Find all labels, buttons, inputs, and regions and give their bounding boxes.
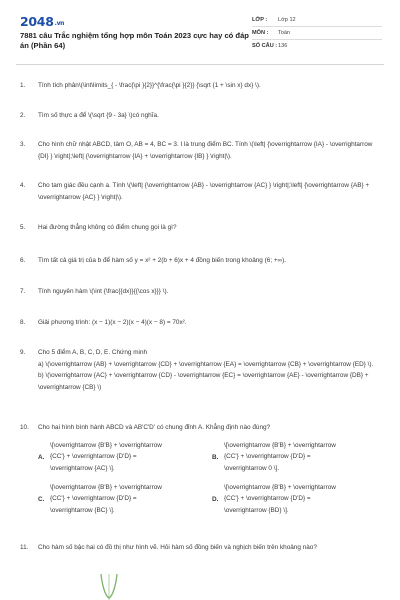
question-item (20, 222, 384, 234)
question-number: 4. (20, 182, 26, 189)
question-part: a) \(\overrightarrow {AB} + \overrightarrow {CD} + \overrightarrow {EA} = \overrightarrow {CB} + \overrightarrow {ED} \). (38, 360, 374, 368)
question-text: Cho 5 điểm A, B, C, D, E. Chứng minh (38, 349, 148, 356)
choice-line: \overrightarrow {BD} \]. (224, 506, 289, 514)
question-item (20, 347, 384, 393)
question-number: 7. (20, 288, 26, 295)
question-item (20, 139, 384, 162)
question-text: Tính nguyên hàm \(\int {\frac{{dx}}{{\cos x}}} \). (38, 288, 169, 295)
choice-line: {CC'} + \overrightarrow {D'D} = (224, 495, 311, 502)
document-title: 7881 câu Trắc nghiệm tổng hợp môn Toán 2023 cực hay có đáp án (Phần 64) (20, 31, 249, 50)
question-text: Cho hàm số bậc hai có đồ thị như hình vẽ. Hỏi hàm số đồng biến và nghịch biến trên khoảng nào? (38, 544, 317, 551)
question-part: b) \(\overrightarrow {AC} + \overrightarrow {CD} - \overrightarrow {EC} = \overrightarrow {AE} - \overrightarrow {DB} + \overrightarrow {CB} \) (38, 372, 369, 391)
meta-value: Toán (278, 30, 291, 36)
question-item (20, 110, 384, 122)
question-text: Hai đường thẳng không có điểm chung gọi là gì? (38, 224, 177, 231)
question-number: 5. (20, 224, 26, 231)
question-text: Cho hình chữ nhật ABCD, tâm O, AB = 4, BC = 3. I là trung điểm BC. Tính \(\left| {\overrightarrow {IA} - \overrightarrow {DI} } \right|;\left| {\overrightarrow {IA} + \overrightarrow {IB} } \right|\). (38, 141, 373, 160)
question-text: Tính tích phân\(\int\limits_{ - \frac{\pi }{2}}^{\frac{\pi }{2}} {\sqrt {1 + \sin x} dx} \). (38, 82, 261, 89)
meta-row-class (252, 14, 382, 27)
page-header (0, 0, 400, 62)
meta-value: Lớp 12 (278, 17, 296, 23)
choice-letter: B. (212, 453, 219, 461)
question-item (20, 286, 384, 298)
question-text: Tìm tất cả giá trị của b để hàm số y = x² + 2(b + 6)x + 4 đồng biến trong khoảng (6; +∞). (38, 257, 287, 264)
meta-table (252, 14, 382, 52)
meta-value: 136 (278, 43, 288, 49)
choice-line: \[\overrightarrow {B'B} + \overrightarrow (50, 441, 162, 449)
choice-line: \[\overrightarrow {B'B} + \overrightarrow (224, 483, 336, 491)
question-number: 1. (20, 82, 26, 89)
question-number: 2. (20, 112, 26, 119)
logo-text: 2048 (20, 14, 54, 29)
question-item (20, 255, 384, 267)
choice-letter: A. (38, 453, 45, 461)
choice-a[interactable] (38, 440, 208, 475)
meta-label: LỚP : (252, 17, 268, 23)
site-logo[interactable] (20, 14, 64, 29)
question-text: Cho hai hình bình hành ABCD và AB'C'D' có chung đỉnh A. Khẳng định nào đúng? (38, 424, 271, 431)
question-item (20, 542, 384, 554)
header-divider (16, 64, 384, 65)
question-number: 11. (20, 544, 29, 551)
meta-row-subject (252, 27, 382, 40)
meta-row-count (252, 40, 382, 52)
answer-choices (38, 434, 384, 514)
choice-line: {CC'} + \overrightarrow {D'D} = (50, 495, 137, 502)
choice-line: \overrightarrow 0 \]. (224, 464, 280, 472)
choice-line: {CC'} + \overrightarrow {D'D} = (50, 453, 137, 460)
choice-c[interactable] (38, 482, 208, 517)
choice-letter: D. (212, 495, 219, 503)
question-number: 8. (20, 319, 26, 326)
choice-line: \overrightarrow {BC} \]. (50, 506, 115, 514)
question-number: 6. (20, 257, 26, 264)
question-item (20, 180, 384, 203)
question-text: Cho tam giác đều cạnh a. Tính \(\left| {\overrightarrow {AB} - \overrightarrow {AC} } \right|;\left| {\overrightarrow {AB} + \overrightarrow {AC} } \right|\). (38, 182, 370, 201)
choice-line: \overrightarrow {AC} \]. (50, 464, 115, 472)
question-number: 10. (20, 424, 29, 431)
choice-line: \[\overrightarrow {B'B} + \overrightarrow (50, 483, 162, 491)
choice-letter: C. (38, 495, 45, 503)
choice-d[interactable] (212, 482, 382, 517)
question-item (20, 80, 384, 92)
question-number: 9. (20, 349, 26, 356)
question-text: Tìm số thực a để \(\sqrt {9 - 3a} \)có nghĩa. (38, 112, 159, 119)
question-text: Giải phương trình: (x − 1)(x − 2)(x − 4)(x − 8) = 70x². (38, 319, 187, 326)
meta-label: MÔN : (252, 30, 269, 36)
meta-label: SỐ CÂU : (252, 43, 278, 49)
choice-b[interactable] (212, 440, 382, 475)
question-item (20, 317, 384, 329)
logo-suffix: .vn (54, 20, 65, 27)
choice-line: \[\overrightarrow {B'B} + \overrightarrow (224, 441, 336, 449)
question-number: 3. (20, 141, 26, 148)
choice-line: {CC'} + \overrightarrow {D'D} = (224, 453, 311, 460)
parabola-graph-figure (98, 574, 120, 600)
question-item (20, 422, 384, 514)
